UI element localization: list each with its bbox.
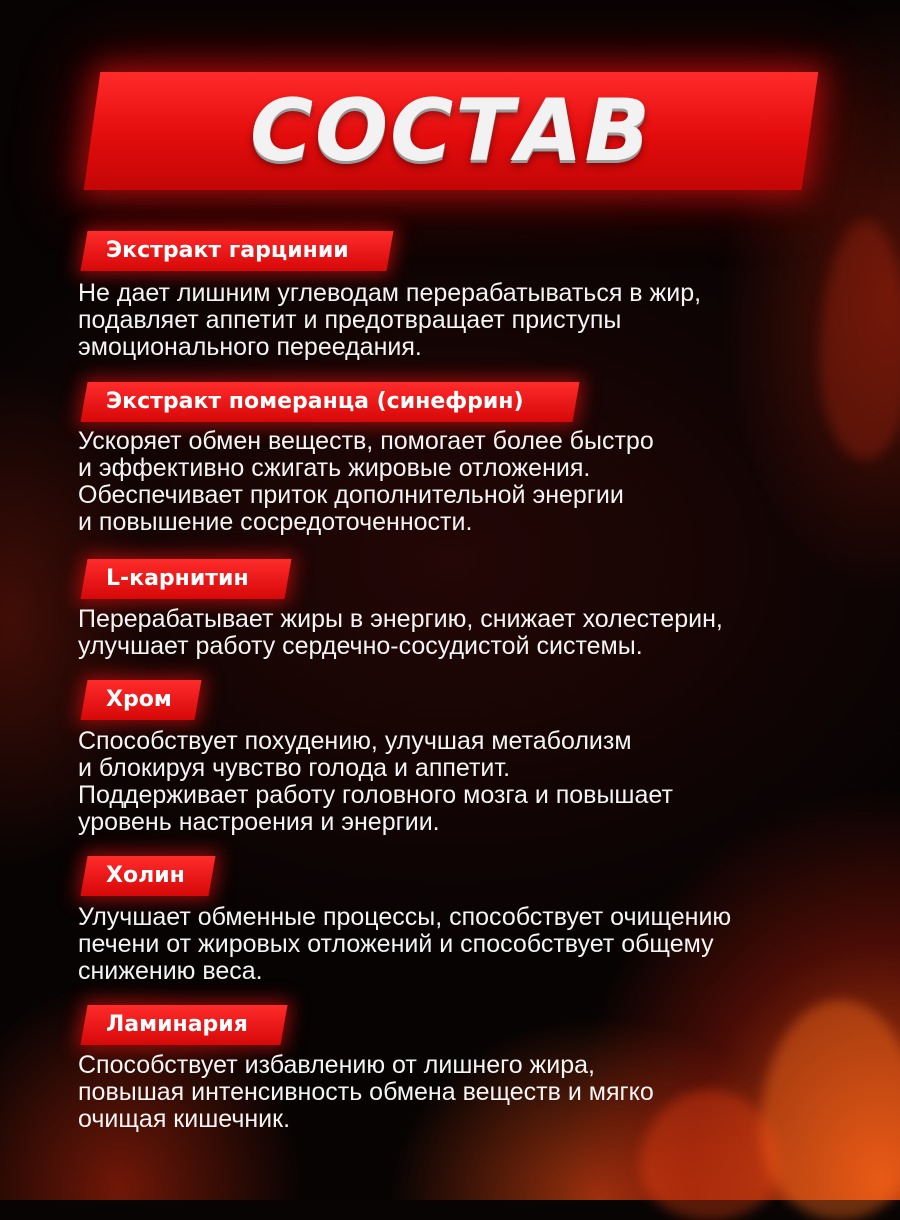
ingredient-name: Ламинария (106, 1012, 248, 1037)
ingredient-name: Хром (106, 687, 172, 712)
ingredient-name: Экстракт гарцинии (106, 238, 349, 263)
ingredient-name: L-карнитин (106, 566, 249, 591)
ingredient-description: Перерабатывает жиры в энергию, снижает холестерин, улучшает работу сердечно-сосудистой системы. (78, 605, 723, 660)
ingredient-name: Экстракт померанца (синефрин) (106, 389, 524, 414)
ingredient-description: Не дает лишним углеводам перерабатываться в жир, подавляет аппетит и предотвращает приступы эмоционального переедания. (78, 279, 702, 361)
ingredient-description: Улучшает обменные процессы, способствует очищению печени от жировых отложений и способствует общему снижению веса. (78, 903, 732, 985)
ingredient-description: Способствует похудению, улучшая метаболизм и блокируя чувство голода и аппетит. Поддерживает работу головного мозга и повышает уровень настроения и энергии. (78, 727, 673, 836)
page-title: СОСТАВ (249, 81, 653, 181)
ingredient-description: Ускоряет обмен веществ, помогает более быстро и эффективно сжигать жировые отложения. Обеспечивает приток дополнительной энергии и повышение сосредоточенности. (78, 427, 654, 536)
ingredient-description: Способствует избавлению от лишнего жира, повышая интенсивность обмена веществ и мягко очищая кишечник. (78, 1051, 654, 1133)
ingredient-name: Холин (106, 863, 185, 888)
